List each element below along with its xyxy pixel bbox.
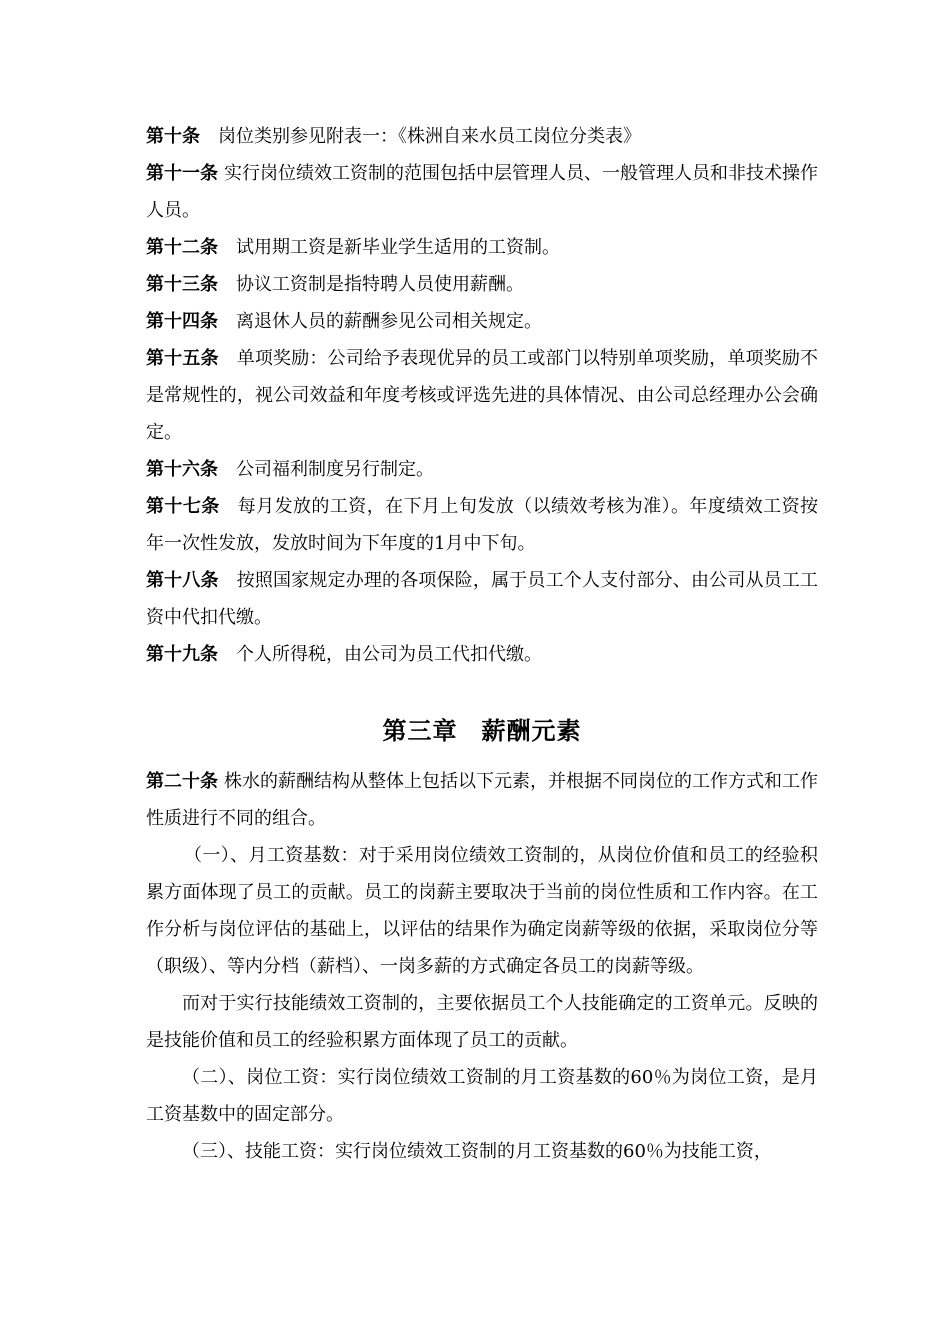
article-text: 协议工资制是指特聘人员使用薪酬。 [236, 274, 524, 295]
article-text: 离退休人员的薪酬参见公司相关规定。 [236, 311, 542, 332]
article-text: 实行岗位绩效工资制的范围包括中层管理人员、一般管理人员和非技术操作人员。 [146, 163, 818, 221]
article-text: 株水的薪酬结构从整体上包括以下元素，并根据不同岗位的工作方式和工作性质进行不同的组合。 [146, 771, 818, 829]
article-19 [146, 636, 818, 673]
article-20 [146, 763, 818, 837]
article-label: 第十一条 [146, 163, 218, 184]
article-label: 第二十条 [146, 771, 218, 792]
article-label: 第十五条 [146, 348, 219, 369]
article-17 [146, 488, 818, 562]
article-14 [146, 303, 818, 340]
document-body [146, 118, 818, 1170]
article-label: 第十六条 [146, 459, 218, 480]
article-label: 第十七条 [146, 496, 220, 517]
article-text: 公司福利制度另行制定。 [236, 459, 434, 480]
chapter-number: 第三章 [382, 716, 458, 745]
article-13 [146, 266, 818, 303]
article-16 [146, 451, 818, 488]
article-text: 按照国家规定办理的各项保险，属于员工个人支付部分、由公司从员工工资中代扣代缴。 [146, 570, 818, 628]
article-11 [146, 155, 818, 229]
article-text: 试用期工资是新毕业学生适用的工资制。 [236, 237, 560, 258]
paragraph-position-wage: （二）、岗位工资：实行岗位绩效工资制的月工资基数的60％为岗位工资，是月工资基数中的固定部分。 [146, 1067, 818, 1125]
article-text: 个人所得税，由公司为员工代扣代缴。 [236, 644, 542, 665]
paragraph-monthly-base: （一）、月工资基数：对于采用岗位绩效工资制的，从岗位价值和员工的经验积累方面体现了员工的贡献。员工的岗薪主要取决于当前的岗位性质和工作内容。在工作分析与岗位评估的基础上，以评估的结果作为确定岗薪等级的依据，采取岗位分等（职级）、等内分档（薪档）、一岗多薪的方式确定各员工的岗薪等级。 [146, 845, 818, 977]
article-text: 每月发放的工资，在下月上旬发放（以绩效考核为准）。年度绩效工资按年一次性发放，发放时间为下年度的1月中下旬。 [146, 496, 819, 554]
article-label: 第十二条 [146, 237, 218, 258]
article-15 [146, 340, 818, 451]
article-label: 第十三条 [146, 274, 218, 295]
article-10 [146, 118, 818, 155]
chapter-title: 薪酬元素 [481, 716, 582, 745]
article-18 [146, 562, 818, 636]
article-12 [146, 229, 818, 266]
article-label: 第十条 [146, 126, 200, 147]
paragraph-skill-wage: （三）、技能工资：实行岗位绩效工资制的月工资基数的60％为技能工资， [182, 1141, 772, 1162]
article-label: 第十四条 [146, 311, 218, 332]
article-label: 第十九条 [146, 644, 218, 665]
paragraph-skill-system: 而对于实行技能绩效工资制的，主要依据员工个人技能确定的工资单元。反映的是技能价值和员工的经验积累方面体现了员工的贡献。 [146, 993, 818, 1051]
article-label: 第十八条 [146, 570, 219, 591]
article-text: 单项奖励：公司给予表现优异的员工或部门以特别单项奖励，单项奖励不是常规性的，视公司效益和年度考核或评选先进的具体情况、由公司总经理办公会确定。 [146, 348, 818, 443]
article-text: 岗位类别参见附表一：《株洲自来水员工岗位分类表》 [218, 126, 641, 147]
chapter-heading [146, 711, 818, 751]
